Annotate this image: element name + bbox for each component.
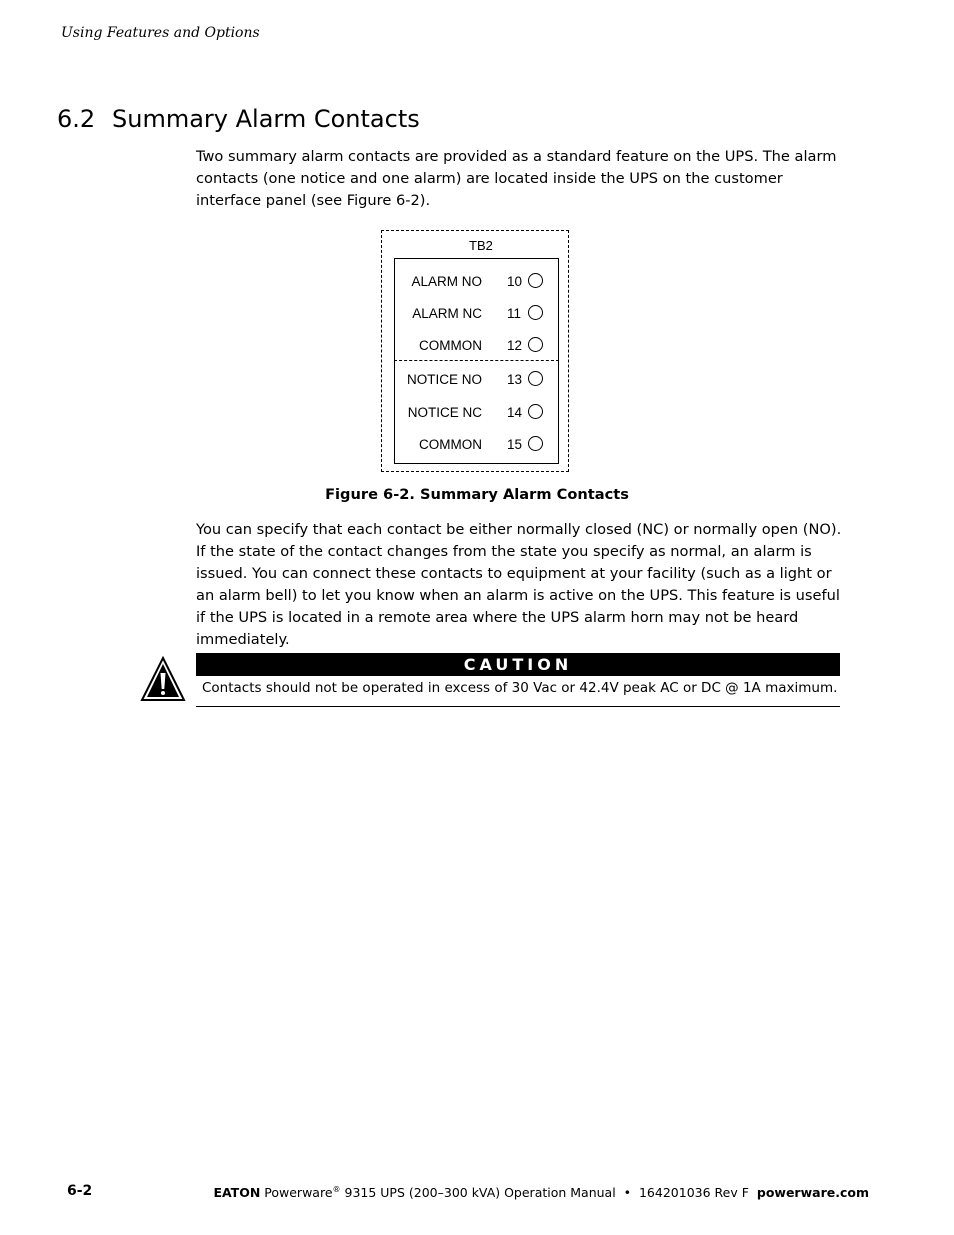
terminal-label: COMMON <box>419 437 482 452</box>
terminal-row <box>394 274 559 294</box>
terminal-block-label: TB2 <box>469 238 493 253</box>
terminal-number: 11 <box>507 306 522 321</box>
footer-brand: EATON <box>213 1185 261 1201</box>
terminal-number: 12 <box>507 338 523 353</box>
footer-doc-number: 164201036 Rev F <box>638 1185 749 1201</box>
caution-text: Contacts should not be operated in excess of 30 Vac or 42.4V peak AC or DC @ 1A maximum. <box>202 680 838 696</box>
figure-caption <box>0 486 954 503</box>
terminal-number: 10 <box>507 274 523 289</box>
terminal-screw-icon <box>528 404 543 419</box>
terminal-number: 15 <box>507 437 523 452</box>
terminal-row <box>394 306 559 326</box>
terminal-number: 13 <box>507 372 523 387</box>
caution-rule <box>196 706 840 707</box>
terminal-label: ALARM NC <box>412 306 482 321</box>
terminal-screw-icon <box>528 371 543 386</box>
caution-heading: CAUTION <box>196 653 840 676</box>
registered-mark: ® <box>332 1185 341 1194</box>
terminal-screw-icon <box>528 337 543 352</box>
terminal-label: ALARM NO <box>411 274 482 289</box>
footer-website: powerware.com <box>756 1185 869 1201</box>
terminal-screw-icon <box>528 273 543 288</box>
section-title-text: Summary Alarm Contacts <box>112 105 420 133</box>
figure-caption-text: Figure 6-2. Summary Alarm Contacts <box>325 486 629 503</box>
terminal-row <box>394 405 559 425</box>
terminal-row <box>394 372 559 392</box>
warning-triangle-icon <box>140 656 186 702</box>
footer-document-info <box>213 1185 869 1200</box>
running-header: Using Features and Options <box>61 25 260 41</box>
terminal-group-divider <box>394 360 559 361</box>
footer-manual-title: 9315 UPS (200–300 kVA) Operation Manual <box>344 1185 616 1201</box>
section-title <box>57 105 420 133</box>
intro-paragraph: Two summary alarm contacts are provided as a standard feature on the UPS. The alarm contacts (one notice and one alarm) are located inside the UPS on the customer interface panel (see Figure 6-2). <box>196 148 837 209</box>
terminal-screw-icon <box>528 436 543 451</box>
footer-bullet: • <box>623 1185 632 1201</box>
terminal-label: NOTICE NC <box>407 405 482 420</box>
body-paragraph: You can specify that each contact be either normally closed (NC) or normally open (NO). If the state of the contact changes from the state you specify as normal, an alarm is issued. You can connect these contacts to equipment at your facility (such as a light or an alarm bell) to let you know when an alarm is active on the UPS. This feature is useful if the UPS is located in a remote area where the UPS alarm horn may not be heard immediately. <box>196 521 842 648</box>
terminal-row <box>394 338 559 358</box>
terminal-screw-icon <box>528 305 543 320</box>
page-number: 6-2 <box>67 1183 93 1199</box>
terminal-number: 14 <box>507 405 523 420</box>
section-number: 6.2 <box>57 105 96 133</box>
footer-product: Powerware <box>264 1185 333 1201</box>
terminal-label: COMMON <box>419 338 482 353</box>
terminal-row <box>394 437 559 457</box>
terminal-label: NOTICE NO <box>406 372 482 387</box>
